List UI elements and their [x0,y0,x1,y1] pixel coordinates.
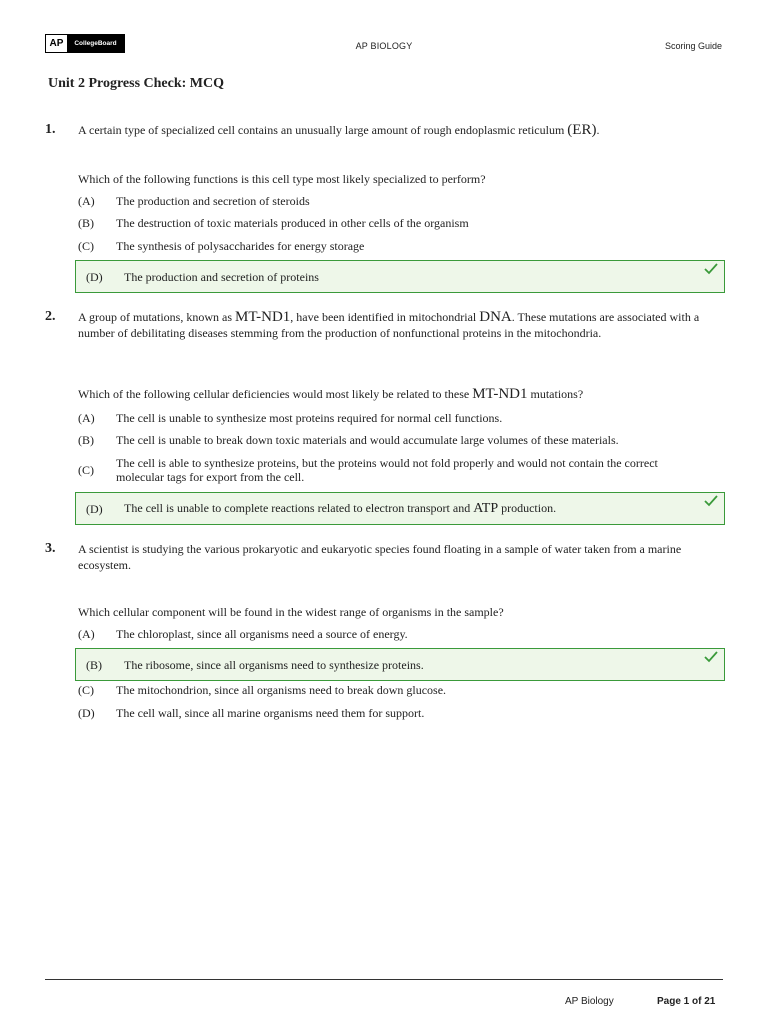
option-letter: (D) [78,706,95,720]
footer-subject: AP Biology [565,996,614,1007]
option-text: The cell is unable to complete reactions related to electron transport and ATP production. [124,501,557,516]
question-stem: A scientist is studying the various prokaryotic and eukaryotic species found floating in a sample of water taken from a marine ecosystem. [78,542,682,572]
page-title: Unit 2 Progress Check: MCQ [48,76,225,91]
option-letter: (C) [78,463,94,477]
option-text: The production and secretion of proteins [124,269,319,284]
header-subject: AP BIOLOGY [355,41,413,51]
question-prompt: Which of the following functions is this cell type most likely specialized to perform? [78,172,486,186]
option-text: The destruction of toxic materials produced in other cells of the organism [116,216,469,230]
option-text: The production and secretion of steroids [116,194,310,208]
checkmark-icon [704,651,718,663]
question-2 [45,309,725,529]
logo-collegeboard: CollegeBoard [67,35,124,52]
question-1 [45,122,725,297]
option-c[interactable] [78,456,725,484]
option-letter: (A) [78,627,95,641]
option-text: The ribosome, since all organisms need to synthesize proteins. [124,657,424,672]
option-b[interactable] [78,216,725,230]
question-stem: A certain type of specialized cell contains an unusually large amount of rough endoplasmic reticulum (ER). [78,122,600,138]
option-text: The cell is able to synthesize proteins, but the proteins would not fold properly and would not contain the correct molecular tags for export from the cell. [116,456,658,484]
option-d[interactable] [78,706,725,720]
option-text: The cell is unable to break down toxic materials and would accumulate large volumes of these materials. [116,433,619,447]
question-3 [45,541,725,726]
checkmark-icon [704,495,718,507]
question-number: 2. [45,309,56,324]
logo-ap: AP [46,35,67,52]
question-prompt: Which cellular component will be found in the widest range of organisms in the sample? [78,605,504,619]
option-letter: (A) [78,411,95,425]
option-letter: (D) [86,269,103,284]
option-text: The chloroplast, since all organisms need a source of energy. [116,627,408,641]
question-number: 1. [45,122,56,137]
option-c[interactable] [78,683,725,697]
option-b[interactable] [78,433,725,447]
option-text: The mitochondrion, since all organisms need to break down glucose. [116,683,447,697]
question-number: 3. [45,541,56,556]
option-letter: (C) [78,683,94,697]
option-text: The synthesis of polysaccharides for energy storage [116,239,365,253]
question-stem: A group of mutations, known as MT-ND1, have been identified in mitochondrial DNA. These mutations are associated with a number of debilitating diseases stemming from the production of nonfunctional proteins in the mitochondria. [78,309,700,340]
option-letter: (B) [86,657,102,672]
option-letter: (A) [78,194,95,208]
option-c[interactable] [78,239,725,253]
option-a[interactable] [78,411,725,425]
option-letter: (D) [86,501,103,516]
option-letter: (C) [78,239,94,253]
footer-divider [45,979,723,980]
option-a[interactable] [78,194,725,208]
option-text: The cell is unable to synthesize most proteins required for normal cell functions. [116,411,503,425]
option-d-correct[interactable] [75,260,725,293]
option-a[interactable] [78,627,725,641]
option-letter: (B) [78,433,94,447]
checkmark-icon [704,263,718,275]
option-letter: (B) [78,216,94,230]
page-number: Page 1 of 21 [657,996,716,1007]
option-d-correct[interactable] [75,492,725,525]
option-text: The cell wall, since all marine organisms need them for support. [116,706,425,720]
header-scoring-guide: Scoring Guide [664,41,722,51]
question-prompt: Which of the following cellular deficiencies would most likely be related to these MT-ND1 mutations? [78,386,584,402]
option-b-correct[interactable] [75,648,725,681]
